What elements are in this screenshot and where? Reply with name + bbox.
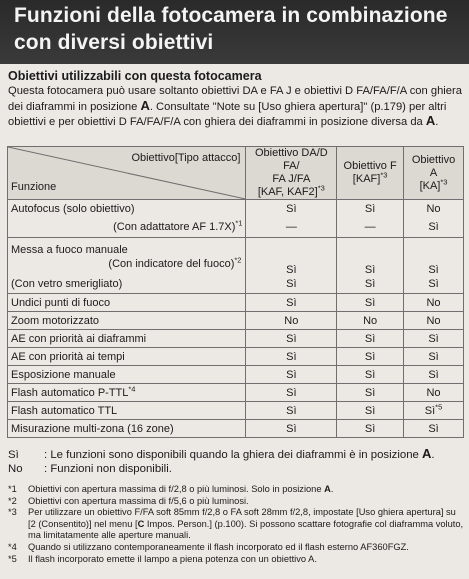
col-header-a: [404, 147, 464, 200]
footnote-end: Impos. Person.] (p.100). Si possono scattare fotografie col diaframma voluto, ma limitatamente alle aperture manuali.: [28, 518, 464, 541]
compatibility-table: [7, 146, 464, 438]
cell-a: Sì: [404, 348, 464, 366]
cell-da: Sì: [246, 200, 337, 218]
row-label: Flash automatico TTL: [8, 402, 246, 420]
page-title-line1: Funzioni della fotocamera in combinazione: [14, 4, 448, 27]
table-header-row: [8, 147, 464, 200]
legend: [8, 447, 435, 476]
cell-f: Sì: [337, 276, 404, 294]
footnotes: [8, 484, 464, 565]
col-header-da: [246, 147, 337, 200]
corner-label-lens: Obiettivo[Tipo attacco]: [131, 152, 241, 164]
footnote-key: *4: [8, 541, 17, 552]
cell-f: —: [337, 218, 404, 238]
footnote: [8, 496, 464, 508]
col-header-f-mount: [KAF]: [352, 173, 381, 185]
row-label: AE con priorità ai diaframmi: [8, 330, 246, 348]
cell-a: No: [404, 294, 464, 312]
section-title: Obiettivi utilizzabili con questa fotocamera: [8, 69, 262, 83]
col-header-da-line3: FA J/FA: [272, 173, 311, 185]
intro-text-a: Questa fotocamera può usare soltanto obiettivi DA e FA J e obiettivi D FA/FA/F/A con ghiera dei diaframmi in posizione: [8, 85, 462, 113]
footnote-text: Obiettivi con apertura massima di f/2,8 o più luminosi. Solo in posizione: [28, 484, 325, 494]
footnote: [8, 554, 464, 566]
col-header-f-line1: Obiettivo F: [343, 160, 397, 172]
table-row: [8, 348, 464, 366]
page-header: [0, 0, 469, 64]
cell-da: Sì: [246, 420, 337, 438]
intro-text-b: . Consultate "Note su [Uso ghiera apertura]" (p.179) per altri obiettivi e per obiettivi D FA/FA/F/A con ghiera dei diaframmi in posizione diversa da: [8, 100, 447, 129]
footnote-bold: A: [324, 484, 331, 494]
page-title-line2: con diversi obiettivi: [14, 31, 214, 54]
row-label: [8, 384, 246, 402]
col-header-da-sup: *3: [317, 183, 325, 193]
footnote-end: .: [330, 484, 334, 494]
footnote-text: Quando si utilizzano contemporaneamente il flash incorporato ed il flash esterno AF360FGZ.: [28, 541, 409, 552]
cell-a-text: Sì: [424, 404, 436, 417]
row-label-text: (Con adattatore AF 1.7X): [113, 221, 236, 234]
col-header-f: [337, 147, 404, 200]
legend-no-key: No: [8, 463, 23, 475]
corner-header-cell: [8, 147, 246, 200]
table-row: [8, 402, 464, 420]
col-header-da-mount: [KAF, KAF2]: [257, 186, 318, 198]
footnote: [8, 507, 464, 542]
table-row: [8, 200, 464, 218]
col-header-a-mount: [KA]: [419, 179, 441, 192]
footnote-key: *2: [8, 495, 17, 506]
cell-a: Sì: [404, 420, 464, 438]
row-label: Esposizione manuale: [8, 366, 246, 384]
cell-a: No: [404, 312, 464, 330]
cell-a: [404, 402, 464, 420]
legend-si: [8, 447, 435, 462]
cell-da: Sì: [246, 366, 337, 384]
footnote-bold: C: [137, 518, 145, 529]
row-label-sup: *1: [235, 218, 243, 228]
row-sublabel-sup: *2: [234, 255, 242, 265]
cell-f: No: [337, 312, 404, 330]
col-header-da-line2: FA/: [283, 160, 300, 172]
row-label: [8, 238, 246, 276]
row-label: Undici punti di fuoco: [8, 294, 246, 312]
cell-a: Sì: [404, 366, 464, 384]
cell-f: Sì: [337, 238, 404, 276]
cell-f: Sì: [337, 384, 404, 402]
legend-si-end: .: [431, 449, 435, 461]
row-label: Autofocus (solo obiettivo): [8, 200, 246, 218]
table-row: [8, 366, 464, 384]
cell-da: Sì: [246, 276, 337, 294]
legend-no: [8, 462, 435, 476]
col-header-da-line1: Obiettivo DA/D: [254, 147, 328, 159]
col-header-f-sup: *3: [380, 170, 388, 180]
cell-da: Sì: [246, 384, 337, 402]
table-row: [8, 384, 464, 402]
col-header-a-line2: [407, 176, 460, 193]
table-row: [8, 294, 464, 312]
cell-f: Sì: [337, 294, 404, 312]
col-header-a-sup: *3: [440, 176, 448, 186]
table-row: [8, 238, 464, 276]
cell-f: Sì: [337, 420, 404, 438]
row-label: Misurazione multi-zona (16 zone): [8, 420, 246, 438]
cell-a: Sì: [404, 330, 464, 348]
footnote-key: *1: [8, 484, 17, 494]
cell-f: Sì: [337, 366, 404, 384]
row-label-text: Flash automatico P-TTL: [11, 386, 129, 399]
cell-a: Sì: [404, 276, 464, 294]
footnote: [8, 542, 464, 554]
table-row: [8, 312, 464, 330]
legend-si-key: Sì: [8, 449, 19, 461]
cell-a: Sì: [404, 238, 464, 276]
col-header-da-line4: [249, 183, 333, 199]
intro-text-end: .: [435, 116, 439, 129]
cell-f: Sì: [337, 402, 404, 420]
cell-da: Sì: [246, 348, 337, 366]
cell-da: No: [246, 312, 337, 330]
cell-f: Sì: [337, 330, 404, 348]
table-row: [8, 218, 464, 238]
cell-da: Sì: [246, 294, 337, 312]
cell-a: Sì: [404, 218, 464, 238]
col-header-a-line1: Obiettivo A: [411, 153, 456, 179]
cell-a: No: [404, 200, 464, 218]
cell-da: Sì: [246, 402, 337, 420]
corner-label-function: Funzione: [11, 181, 57, 193]
row-sublabel: [11, 257, 242, 271]
row-label: Zoom motorizzato: [8, 312, 246, 330]
cell-a-sup: *5: [435, 401, 443, 411]
legend-si-bold: A: [422, 446, 432, 461]
cell-da: Sì: [246, 238, 337, 276]
row-label-sup: *4: [128, 383, 136, 393]
col-header-f-line2: [340, 170, 400, 186]
footnote-text: Il flash incorporato emette il lampo a piena potenza con un obiettivo A.: [28, 553, 317, 564]
footnote-text: Obiettivi con apertura massima di f/5,6 o più luminosi.: [28, 495, 249, 506]
intro-paragraph: [8, 84, 464, 130]
cell-da: —: [246, 218, 337, 238]
intro-bold-a2: A: [425, 113, 436, 129]
cell-da: Sì: [246, 330, 337, 348]
legend-no-text: : Funzioni non disponibili.: [44, 463, 172, 475]
cell-a: No: [404, 384, 464, 402]
row-label: [8, 218, 246, 238]
cell-f: Sì: [337, 200, 404, 218]
footnote-text: Per utilizzare un obiettivo F/FA soft 85mm f/2,8 o FA soft 28mm f/2,8, impostate [Uso ghiera apertura] su [2 (Consentito)] nel menu [: [28, 507, 456, 529]
row-label: AE con priorità ai tempi: [8, 348, 246, 366]
intro-bold-a: A: [140, 97, 150, 113]
table-row: [8, 420, 464, 438]
cell-f: Sì: [337, 348, 404, 366]
footnote-key: *5: [8, 553, 17, 564]
row-sublabel-text: (Con indicatore del fuoco): [108, 257, 235, 270]
footnote-key: *3: [8, 507, 17, 518]
row-label-text: Messa a fuoco manuale: [11, 243, 128, 256]
row-label: (Con vetro smerigliato): [8, 276, 246, 294]
table-row: [8, 330, 464, 348]
legend-si-text: : Le funzioni sono disponibili quando la ghiera dei diaframmi è in posizione: [44, 449, 423, 461]
footnote: [8, 484, 464, 496]
table-row: [8, 276, 464, 294]
